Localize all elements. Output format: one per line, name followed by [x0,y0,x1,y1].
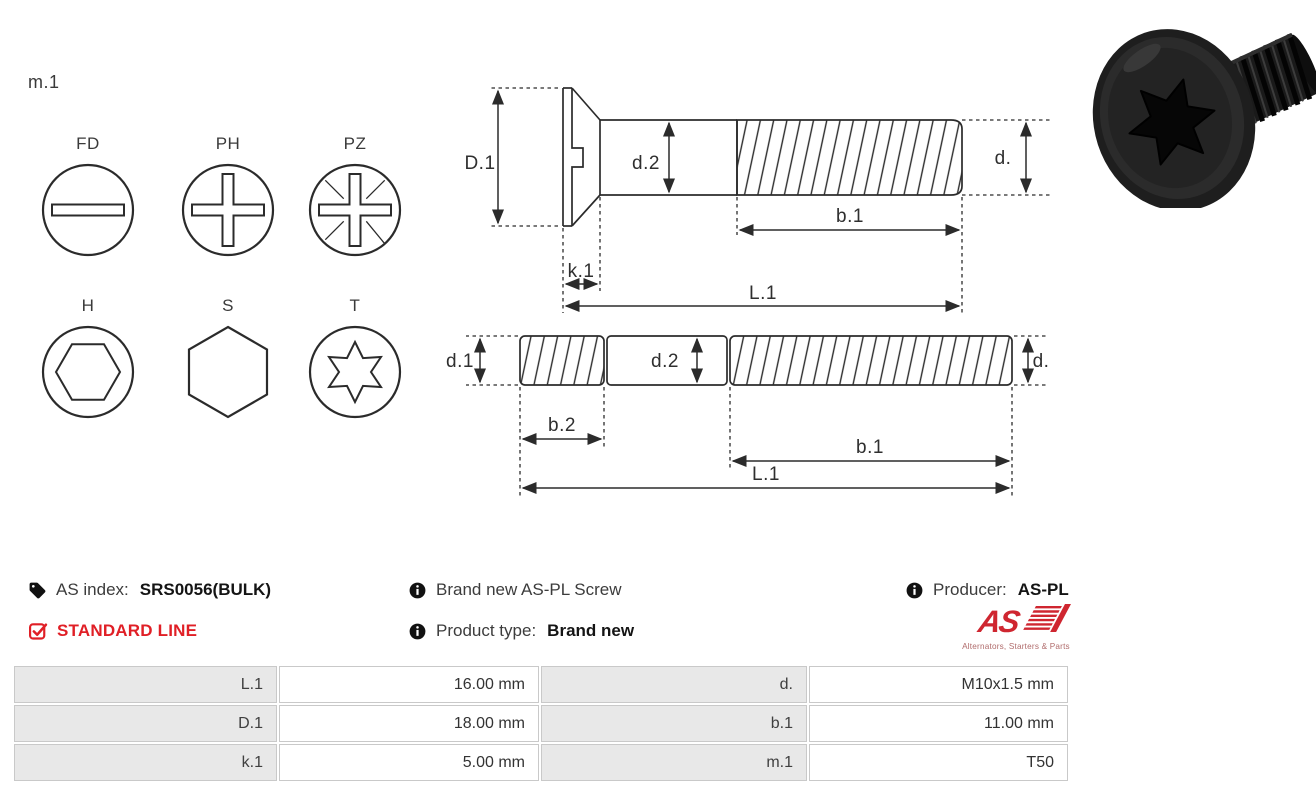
tag-icon [28,581,47,600]
producer-value: AS-PL [1017,580,1069,599]
as-logo-letters: AS [975,604,1022,638]
spec-value: 5.00 mm [279,744,539,781]
dim-label-L1: L.1 [749,283,777,304]
spec-value: 18.00 mm [279,705,539,742]
dim-label-d2: d.2 [651,351,679,372]
spec-value: 16.00 mm [279,666,539,703]
hex-socket-drive-icon [40,324,136,420]
as-index-row [28,578,271,602]
spec-value: 11.00 mm [809,705,1068,742]
producer-label: Producer: [933,580,1007,599]
product-type-value: Brand new [547,621,635,640]
as-logo-tagline: Alternators, Starters & Parts [962,642,1070,651]
drive-type-ph [168,134,288,258]
dim-label-k1: k.1 [567,261,595,282]
screw-side-view-diagram [450,75,1050,320]
dim-label-d1: d.1 [446,351,474,372]
brand-new-row [408,578,622,602]
dim-label-d: d. [994,148,1012,169]
info-icon [408,581,427,600]
pozidriv-drive-icon [307,162,403,258]
screw-outline [563,88,962,226]
as-logo-stripes [1022,604,1071,632]
product-type-row [408,619,634,643]
drive-label-h: H [81,296,95,315]
drive-label-ph: PH [215,134,241,153]
head-type-label: m.1 [28,72,60,92]
spec-value: M10x1.5 mm [809,666,1068,703]
drive-label-pz: PZ [343,134,367,153]
product-photo [1086,0,1316,208]
checked-box-icon [28,621,48,641]
info-icon [905,581,924,600]
brand-new-text: Brand new AS-PL Screw [436,580,622,599]
spec-label: b.1 [541,705,807,742]
standard-line-row [28,619,197,643]
dim-label-d: d. [1032,351,1050,372]
stud-side-view-diagram [440,322,1060,502]
drive-type-s [168,296,288,420]
dim-label-b1: b.1 [856,437,884,458]
dim-label-D1: D.1 [464,153,496,174]
spec-label: D.1 [14,705,277,742]
slotted-drive-icon [40,162,136,258]
info-icon [408,622,427,641]
dim-label-b2: b.2 [548,415,576,436]
drive-label-t: T [349,296,361,315]
as-index-value: SRS0056(BULK) [139,580,272,599]
product-type-label: Product type: [436,621,537,640]
spec-table [14,666,1068,781]
drive-type-t [295,296,415,420]
standard-line-label: STANDARD LINE [57,621,198,640]
drive-type-fd [28,134,148,258]
as-pl-logo [960,604,1072,651]
as-logo-mark [960,604,1072,638]
torx-drive-icon [307,324,403,420]
dim-label-d2: d.2 [632,153,660,174]
drive-type-h [28,296,148,420]
spec-label: k.1 [14,744,277,781]
dim-label-L1: L.1 [752,464,780,485]
drive-label-fd: FD [76,134,100,153]
hex-head-drive-icon [180,324,276,420]
dim-label-b1: b.1 [836,206,864,227]
spec-label: L.1 [14,666,277,703]
drive-label-s: S [222,296,234,315]
stud-outline [520,336,1012,385]
spec-label: d. [541,666,807,703]
drive-type-pz [295,134,415,258]
producer-row [905,578,1069,602]
as-index-label: AS index: [56,580,129,599]
phillips-drive-icon [180,162,276,258]
spec-label: m.1 [541,744,807,781]
spec-value: T50 [809,744,1068,781]
